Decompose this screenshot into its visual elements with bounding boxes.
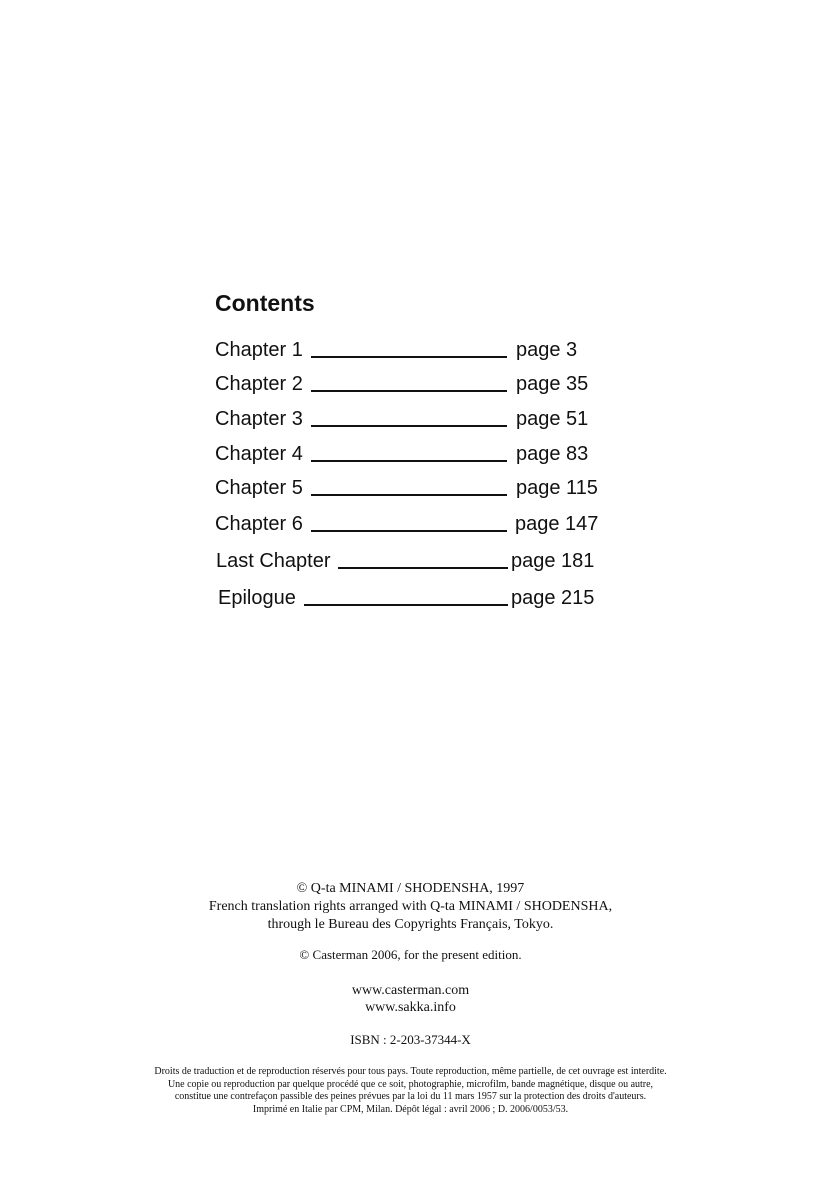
chapter-label: Chapter 6 <box>215 513 303 535</box>
leader-line <box>311 425 507 427</box>
legal-line: Imprimé en Italie par CPM, Milan. Dépôt légal : avril 2006 ; D. 2006/0053/53. <box>252 1103 569 1115</box>
leader-line <box>304 604 508 606</box>
page-number: page 83 <box>516 443 589 465</box>
toc-entry <box>216 547 616 575</box>
legal-line: constitue une contrefaçon passible des peines prévues par la loi du 11 mars 1957 sur la protection des droits d'auteurs. <box>174 1091 647 1102</box>
leader-line <box>311 460 507 462</box>
toc-entry <box>215 405 615 433</box>
websites-block <box>0 982 821 1016</box>
isbn-line: ISBN : 2-203-37344-X <box>350 1032 471 1047</box>
website-sakka: www.sakka.info <box>365 1000 456 1015</box>
legal-line: Droits de traduction et de reproduction réservés pour tous pays. Toute reproduction, même partielle, de cet ouvrage est interdite. <box>154 1066 667 1077</box>
legal-line: Une copie ou reproduction par quelque procédé que ce soit, photographie, microfilm, bande magnétique, disque ou autre, <box>167 1078 654 1090</box>
page-number: page 215 <box>511 587 595 609</box>
toc-entry <box>215 440 615 468</box>
translation-rights-line: French translation rights arranged with Q-ta MINAMI / SHODENSHA, <box>208 899 613 914</box>
page-number: page 51 <box>516 408 589 430</box>
page-number: page 181 <box>511 550 595 572</box>
chapter-label: Chapter 2 <box>215 373 303 395</box>
leader-line <box>311 390 507 392</box>
toc-entry <box>215 510 615 538</box>
chapter-label: Last Chapter <box>216 550 331 572</box>
chapter-label: Chapter 1 <box>215 339 303 361</box>
page-number: page 3 <box>516 339 578 361</box>
page-number: page 115 <box>516 477 598 499</box>
chapter-label: Chapter 3 <box>215 408 303 430</box>
isbn-block <box>0 1031 821 1048</box>
edition-notice <box>0 946 821 964</box>
toc-entry <box>215 474 615 502</box>
page-number: page 147 <box>515 513 599 535</box>
leader-line <box>311 494 507 496</box>
leader-line <box>338 567 508 569</box>
chapter-label: Chapter 4 <box>215 443 303 465</box>
legal-notice <box>0 1066 821 1116</box>
website-casterman: www.casterman.com <box>351 983 470 998</box>
chapter-label: Epilogue <box>218 587 296 609</box>
page-number: page 35 <box>516 373 589 395</box>
contents-title: Contents <box>215 290 315 316</box>
toc-entry <box>215 336 615 364</box>
chapter-label: Chapter 5 <box>215 477 303 499</box>
translation-rights-line: through le Bureau des Copyrights Français, Tokyo. <box>267 917 554 932</box>
leader-line <box>311 530 507 532</box>
copyright-block <box>0 880 821 934</box>
copyright-line: © Q-ta MINAMI / SHODENSHA, 1997 <box>296 881 525 896</box>
toc-entry <box>218 584 618 612</box>
edition-line: © Casterman 2006, for the present edition. <box>299 947 522 962</box>
toc-entry <box>215 370 615 398</box>
leader-line <box>311 356 507 358</box>
